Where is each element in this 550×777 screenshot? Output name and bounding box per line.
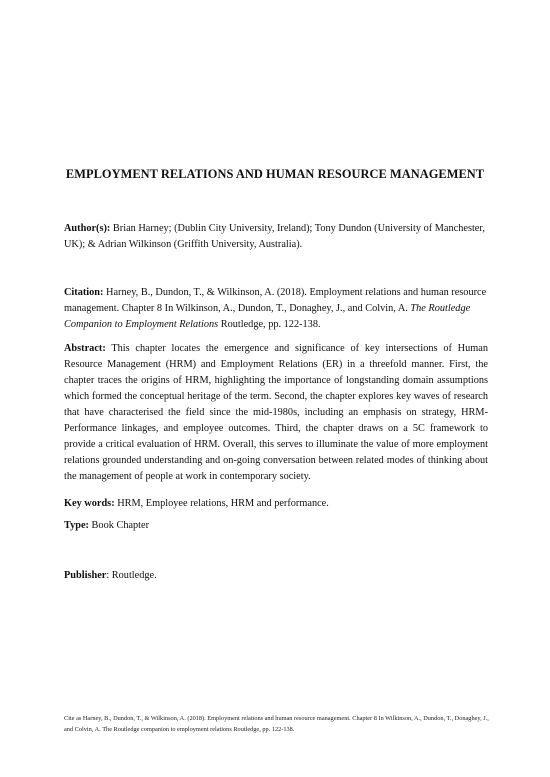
page-footer-citation: Cite as Harney, B., Dundon, T., & Wilkinson, A. (2018). Employment relations and human resource management. Chapter 8 In Wilkinson, A., Dundon, T., Donaghey, J., and Colvin, A. The Routledge companion to employment relations Routledge, pp. 122-138.	[64, 715, 489, 733]
document-title: EMPLOYMENT RELATIONS AND HUMAN RESOURCE MANAGEMENT	[65, 167, 485, 181]
abstract-label: Abstract:	[64, 343, 106, 354]
type-text: Book Chapter	[88, 520, 150, 531]
publisher-text: : Routledge.	[106, 570, 157, 581]
citation-section	[64, 285, 488, 333]
citation-label: Citation:	[64, 287, 104, 298]
authors-section	[64, 221, 488, 253]
type-section	[64, 518, 488, 534]
keywords-section	[64, 496, 488, 512]
keywords-label: Key words:	[64, 498, 115, 509]
abstract-section	[64, 341, 488, 485]
citation-book-title: The Routledge Companion to Employment Relations	[64, 303, 471, 330]
type-label: Type:	[64, 520, 89, 531]
authors-text: Brian Harney; (Dublin City University, Ireland); Tony Dundon (University of Manchester, UK); & Adrian Wilkinson (Griffith University, Australia).	[64, 223, 485, 250]
publisher-section	[64, 568, 488, 584]
citation-text: Harney, B., Dundon, T., & Wilkinson, A. (2018). Employment relations and human resource management. Chapter 8 In Wilkinson, A., Dundon, T., Donaghey, J., and Colvin, A.	[64, 287, 487, 314]
keywords-text: HRM, Employee relations, HRM and performance.	[114, 498, 329, 509]
authors-label: Author(s):	[64, 223, 111, 234]
publisher-label: Publisher	[64, 570, 107, 581]
abstract-text: This chapter locates the emergence and significance of key intersections of Human Resource Management (HRM) and Employment Relations (ER) in a threefold manner. First, the chapter traces the origins of HRM, highlighting the importance of longstanding domain assumptions which formed the conceptual heritage of the term. Second, the chapter explores key waves of research that have characterised the field since the mid-1980s, including an emphasis on strategy, HRM-Performance linkages, and employee outcomes. Third, the chapter draws on a 5C framework to provide a critical evaluation of HRM. Overall, this serves to illuminate the value of more employment relations grounded understanding and on-going conversation between related modes of thinking about the management of people at work in contemporary society.	[64, 343, 488, 482]
citation-text-end: Routledge, pp. 122-138.	[218, 319, 321, 330]
